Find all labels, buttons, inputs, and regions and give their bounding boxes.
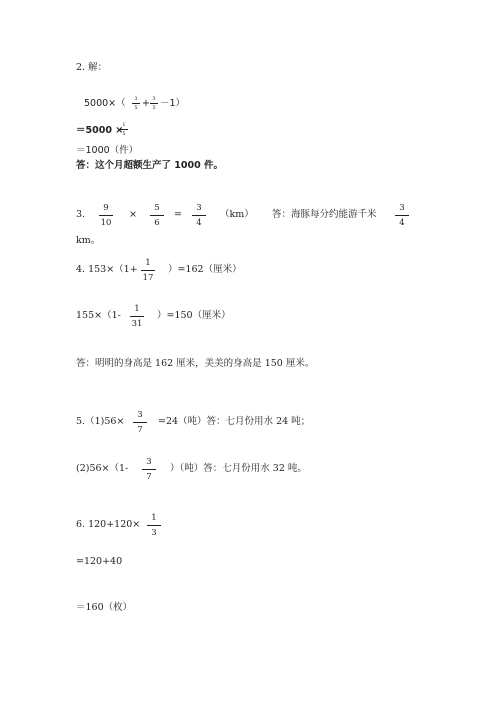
problem-4-line-2: 155×（1-	[76, 310, 121, 321]
fraction-five-sixths	[146, 203, 168, 228]
fraction-numerator: 5	[154, 203, 160, 213]
fraction-denominator: 3	[151, 528, 157, 538]
fraction-one-fifth	[119, 122, 129, 137]
fraction-denominator: 7	[137, 425, 143, 435]
problem-2-line-2: ＝5000 ×	[76, 125, 124, 136]
minus-one: －1）	[160, 98, 186, 109]
fraction-numerator: 1	[134, 304, 140, 314]
fraction-denominator: 5	[152, 105, 156, 111]
fraction-one-third	[143, 513, 165, 538]
fraction-denominator: 6	[154, 218, 160, 228]
fraction-numerator: 3	[152, 96, 156, 102]
fraction-denominator: 5	[134, 105, 138, 111]
problem-2-answer: 答：这个月超额生产了 1000 件。	[76, 160, 224, 171]
problem-4-answer: 答：明明的身高是 162 厘米，美美的身高是 150 厘米。	[76, 358, 315, 369]
fraction-denominator: 4	[196, 218, 202, 228]
fraction-numerator: 3	[146, 457, 152, 467]
problem-5-part-1-result: =24（吨）答：七月份用水 24 吨；	[158, 416, 311, 427]
fraction-three-quarters	[188, 203, 210, 228]
fraction-denominator: 5	[122, 131, 126, 137]
fraction-denominator: 31	[131, 319, 143, 329]
problem-3-answer: 答：海豚每分约能游千米	[272, 209, 377, 220]
problem-6-line-3: ＝160（枚）	[76, 602, 133, 613]
fraction-denominator: 10	[100, 218, 112, 228]
problem-4-line-1: 4. 153×（1+	[76, 264, 138, 275]
fraction-numerator: 9	[103, 203, 109, 213]
fraction-one-thirty-first	[126, 304, 148, 329]
problem-3-answer-unit: km。	[76, 235, 101, 246]
fraction-three-quarters-answer	[391, 203, 413, 228]
fraction-one-seventeenth	[137, 258, 159, 283]
problem-2-heading: 2. 解：	[76, 62, 108, 73]
fraction-three-fifths-2	[149, 96, 159, 111]
problem-5-part-2: (2)56×（1-	[76, 463, 129, 474]
problem-6-line-1: 6. 120+120×	[76, 519, 141, 530]
problem-4-line-2-result: ）=150（厘米）	[157, 310, 231, 321]
fraction-denominator: 17	[142, 273, 154, 283]
problem-6-line-2: =120+40	[76, 556, 123, 567]
fraction-numerator: 3	[399, 203, 405, 213]
fraction-numerator: 1	[151, 513, 157, 523]
problem-3-number: 3.	[76, 209, 86, 220]
problem-5-part-2-result: ）（吨）答：七月份用水 32 吨。	[170, 463, 307, 474]
problem-5-part-1: 5.（1)56×	[76, 416, 125, 427]
fraction-three-sevenths-1	[129, 410, 151, 435]
problem-2-expression-prefix: 5000×（	[84, 98, 126, 109]
fraction-nine-tenths	[95, 203, 117, 228]
fraction-three-sevenths-2	[138, 457, 160, 482]
problem-4-line-1-result: ）=162（厘米）	[168, 264, 242, 275]
fraction-denominator: 7	[146, 472, 152, 482]
fraction-three-fifths-1	[131, 96, 141, 111]
fraction-numerator: 3	[134, 96, 138, 102]
problem-2-line-3: ＝1000（件）	[76, 145, 139, 156]
fraction-denominator: 4	[399, 218, 405, 228]
fraction-numerator: 3	[137, 410, 143, 420]
plus-sign: +	[142, 98, 150, 109]
fraction-numerator: 1	[122, 122, 126, 128]
times-sign: ×	[129, 209, 137, 220]
fraction-numerator: 1	[145, 258, 151, 268]
equals-sign: =	[174, 209, 182, 220]
fraction-numerator: 3	[196, 203, 202, 213]
unit-km: （km）	[220, 209, 254, 220]
